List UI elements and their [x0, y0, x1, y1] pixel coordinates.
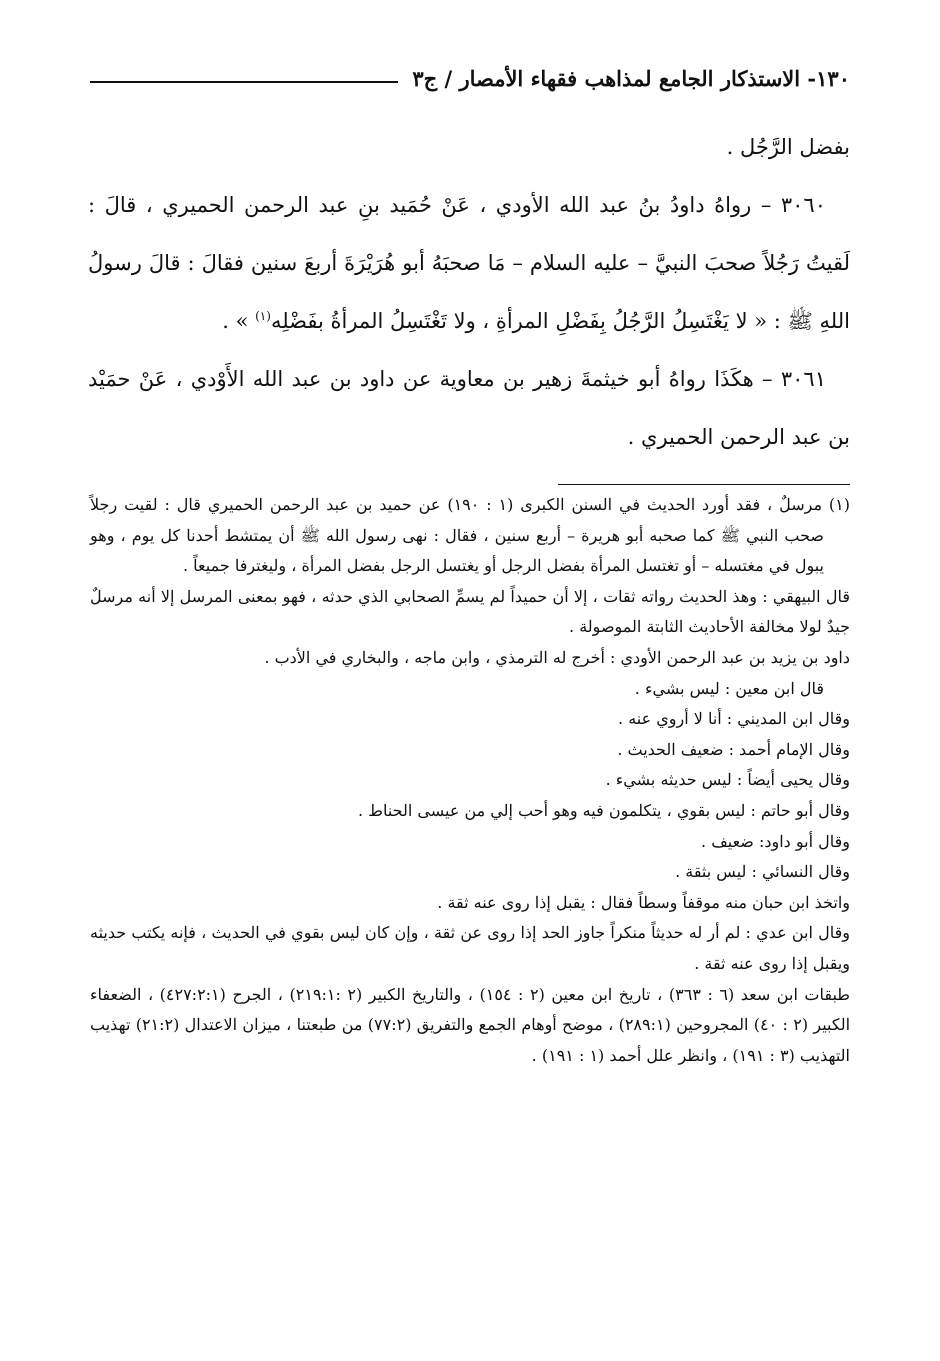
hadith-3060	[88, 176, 850, 350]
footnote-yahya: وقال يحيى أيضاً : ليس حديثه بشيء .	[605, 770, 850, 790]
footnote-ibn-adi: وقال ابن عدي : لم أر له حديثاً منكراً جاوز الحد إذا روى عن ثقة ، وإن كان ليس بقوي في الحديث ، فإنه يكتب حديثه ويقبل إذا روى عنه ثقة .	[90, 923, 850, 973]
footnote-narrator: داود بن يزيد بن عبد الرحمن الأودي : أخرج له الترمذي ، وابن ماجه ، والبخاري في الأدب .	[264, 647, 850, 667]
footnotes	[90, 490, 850, 1071]
continuation-line: بفضل الرَّجُل .	[726, 135, 850, 159]
footnote-ref-1: (١)	[255, 309, 271, 323]
footnote-abu-hatim: وقال أبو حاتم : ليس بقوي ، يتكلمون فيه وهو أحب إلي من عيسى الحناط .	[357, 800, 850, 820]
footnote-ibn-maeen: قال ابن معين : ليس بشيء .	[634, 678, 824, 698]
running-header	[90, 58, 850, 98]
header-rule	[90, 81, 398, 83]
hadith-3061: ٣٠٦١ – هكَذَا رواهُ أبو خيثمةَ زهير بن معاوية عن داود بن عبد الله الأَوْدي ، عَنْ حمَيْد بن عبد الرحمن الحميري .	[88, 367, 850, 449]
footnote-abu-dawud: وقال أبو داود: ضعيف .	[701, 831, 850, 851]
footnote-ibn-madini: وقال ابن المديني : أنا لا أروي عنه .	[618, 709, 850, 729]
hadith-3060-text: ٣٠٦٠ – رواهُ داودُ بنُ عبد الله الأودي ، عَنْ حُمَيد بنِ عبد الرحمن الحميري ، قالَ : لَقيتُ رَجُلاً صحبَ النبيَّ – عليه السلام – مَا صحبَهُ أبو هُرَيْرَةَ أربعَ سنين فقالَ : قالَ رسولُ اللهِ ﷺ : « لا يَغْتَسِلُ الرَّجُلُ بِفَضْلِ المرأةِ ، ولا تَغْتَسِلُ المرأةُ بفَضْلِه	[88, 193, 850, 333]
footnote-ahmad: وقال الإمام أحمد : ضعيف الحديث .	[617, 739, 850, 759]
footnote-1: (١) مرسلٌ ، فقد أورد الحديث في السنن الكبرى (١ : ١٩٠) عن حميد بن عبد الرحمن الحميري قال : لقيت رجلاً صحب النبي ﷺ كما صحبه أبو هريرة – أربع سنين ، فقال : نهى رسول الله ﷺ أن يمتشط أحدنا كل يوم ، وهو يبول في مغتسله – أو تغتسل المرأة بفضل الرجل أو يغتسل الرجل بفضل المرأة ، وليغترفا جميعاً .	[90, 495, 851, 576]
footnote-ibn-hibban: واتخذ ابن حبان منه موقفاً وسطاً فقال : يقبل إذا روى عنه ثقة .	[437, 892, 850, 912]
page-header-title: ١٣٠- الاستذكار الجامع لمذاهب فقهاء الأمصار / ج٣	[412, 65, 850, 91]
hadith-3060-tail: » .	[222, 309, 256, 333]
footnote-bayhaqi: قال البيهقي : وهذ الحديث رواته ثقات ، إلا أن حميداً لم يسمِّ الصحابي الذي حدثه ، فهو بمعنى المرسل إلا أنه مرسلٌ جيدٌ لولا مخالفة الأحاديث الثابتة الموصولة .	[90, 586, 851, 637]
footnote-divider	[558, 484, 850, 485]
footnote-sources: طبقات ابن سعد (٦ : ٣٦٣) ، تاريخ ابن معين (٢ : ١٥٤) ، والتاريخ الكبير (٢ :٢١٩:١) ، الجرح (٤٢٧:٢:١) ، الضعفاء الكبير (٢ : ٤٠) المجروحين (٢٨٩:١) ، موضح أوهام الجمع والتفريق (٧٧:٢) من طبعتنا ، ميزان الاعتدال (٢١:٢) تهذيب التهذيب (٣ : ١٩١) ، وانظر علل أحمد (١ : ١٩١) .	[90, 984, 851, 1065]
main-text	[88, 118, 850, 466]
footnote-nasai: وقال النسائي : ليس بثقة .	[675, 862, 850, 882]
